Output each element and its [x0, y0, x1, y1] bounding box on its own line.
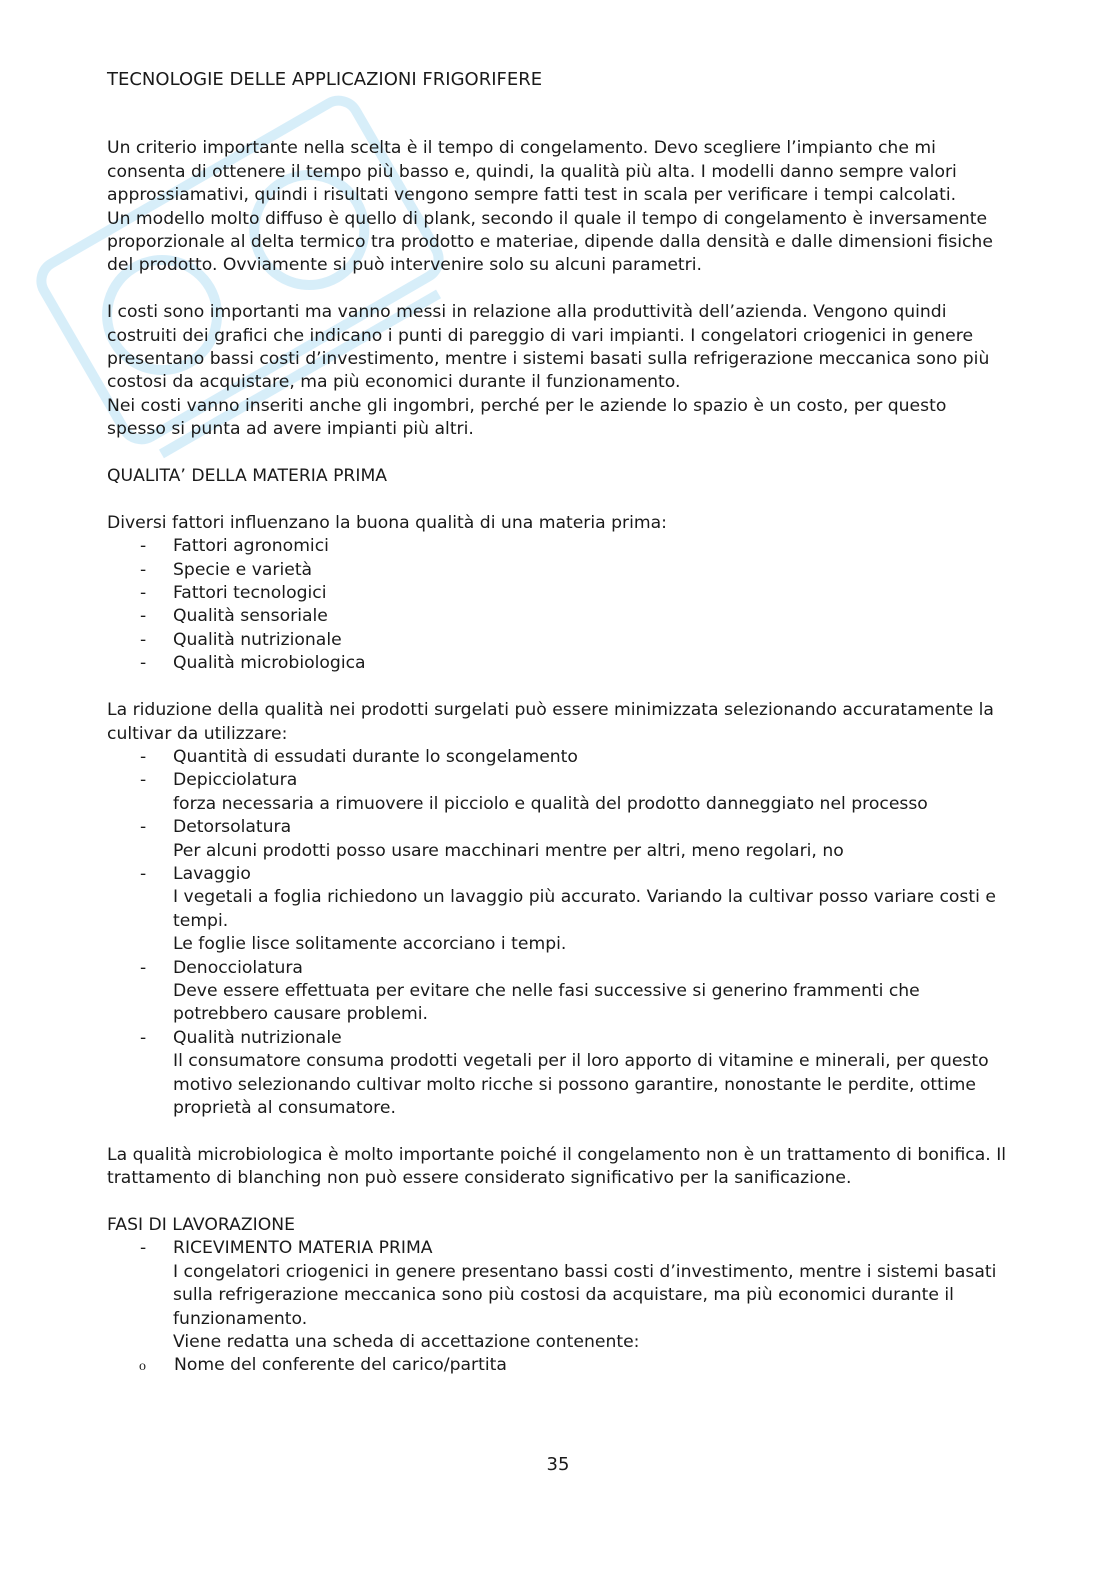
list-item-label: - Quantità di essudati durante lo scongelamento [173, 746, 578, 767]
list-item [107, 769, 1007, 816]
list-item-description: forza necessaria a rimuovere il picciolo e qualità del prodotto danneggiato nel processo [173, 793, 928, 814]
list-item-description: Per alcuni prodotti posso usare macchinari mentre per altri, meno regolari, no [173, 840, 844, 861]
section-heading-quality: QUALITA’ DELLA MATERIA PRIMA [107, 466, 388, 487]
paragraph-plank-model: Un modello molto diffuso è quello di plank, secondo il quale il tempo di congelamento è inversamente proporzionale al delta termico tra prodotto e materiae, dipende dalla densità e dalle dimensioni fisiche del prodotto. Ovviamente si può intervenire solo su alcuni parametri. [107, 208, 993, 276]
section-heading-phases: FASI DI LAVORAZIONE [107, 1215, 295, 1235]
list-item: - Specie e varietà [107, 559, 1007, 582]
list-item: - Fattori tecnologici [107, 582, 1007, 605]
page-title: TECNOLOGIE DELLE APPLICAZIONI FRIGORIFERE [107, 69, 543, 90]
list-item-label: - Lavaggio [173, 863, 251, 884]
paragraph-microbiological: La qualità microbiologica è molto importante poiché il congelamento non è un trattamento di bonifica. Il trattamento di blanching non può essere considerato significativo per la sanificazione. [107, 1144, 1007, 1189]
list-item-description: I vegetali a foglia richiedono un lavaggio più accurato. Variando la cultivar posso variare costi e tempi. [173, 887, 996, 931]
quality-factors-list [107, 535, 1007, 675]
document-page [107, 68, 1007, 1378]
paragraph-reduction-lead: La riduzione della qualità nei prodotti surgelati può essere minimizzata selezionando accuratamente la cultivar da utilizzare: [107, 700, 994, 744]
list-item: - Qualità microbiologica [107, 652, 1007, 675]
list-item: - Qualità sensoriale [107, 605, 1007, 628]
list-item: - Fattori agronomici [107, 535, 1007, 558]
list-item-description: Il consumatore consuma prodotti vegetali per il loro apporto di vitamine e minerali, per questo motivo selezionando cultivar molto ricche si possono garantire, nonostante le perdite, ottime proprietà al consumatore. [173, 1051, 989, 1118]
list-item [107, 957, 1007, 1027]
list-item [107, 1027, 1007, 1121]
acceptance-sheet-list [173, 1354, 1007, 1377]
page-number: 35 [546, 1454, 570, 1475]
sub-list-item: o Nome del conferente del carico/partita [107, 1354, 1007, 1377]
list-item [107, 816, 1007, 863]
list-item [107, 746, 1007, 769]
paragraph-quality-lead: Diversi fattori influenzano la buona qualità di una materia prima: [107, 512, 667, 533]
list-item-description: Le foglie lisce solitamente accorciano i tempi. [173, 934, 567, 955]
list-item-description: I congelatori criogenici in genere presentano bassi costi d’investimento, mentre i sistemi basati sulla refrigerazione meccanica sono più costosi da acquistare, ma più economici durante il funzionamento. [173, 1261, 997, 1329]
paragraph-costs: I costi sono importanti ma vanno messi in relazione alla produttività dell’azienda. Vengono quindi costruiti dei grafici che indicano i punti di pareggio di vari impianti. I congelatori criogenici in genere presentano bassi costi d’investimento, mentre i sistemi basati sulla refrigerazione meccanica sono più costosi da acquistare, ma più economici durante il funzionamento. [107, 302, 990, 393]
list-item-label: - Qualità nutrizionale [173, 1027, 342, 1048]
list-item-label: - Depicciolatura [173, 770, 298, 791]
list-item: - Qualità nutrizionale [107, 629, 1007, 652]
list-item-description: Viene redatta una scheda di accettazione contenente: [173, 1332, 640, 1353]
list-item [107, 1237, 1007, 1377]
paragraph-freezing-time: Un criterio importante nella scelta è il tempo di congelamento. Devo scegliere l’impianto che mi consenta di ottenere il tempo più basso e, quindi, la qualità più alta. I modelli danno sempre valori approssiamativi, quindi i risultati vengono sempre fatti test in scala per verificare i tempi calcolati. [107, 138, 957, 206]
list-item-description: Deve essere effettuata per evitare che nelle fasi successive si generino frammenti che potrebbero causare problemi. [173, 980, 920, 1025]
paragraph-space-costs: Nei costi vanno inseriti anche gli ingombri, perché per le aziende lo spazio è un costo, per questo spesso si punta ad avere impianti più altri. [107, 395, 947, 440]
list-item [107, 863, 1007, 957]
list-item-label: - Detorsolatura [173, 817, 292, 838]
reduction-list [107, 746, 1007, 1121]
list-item-label: - Denocciolatura [173, 957, 303, 978]
list-item-label: - RICEVIMENTO MATERIA PRIMA [173, 1238, 433, 1259]
phases-list [107, 1237, 1007, 1377]
